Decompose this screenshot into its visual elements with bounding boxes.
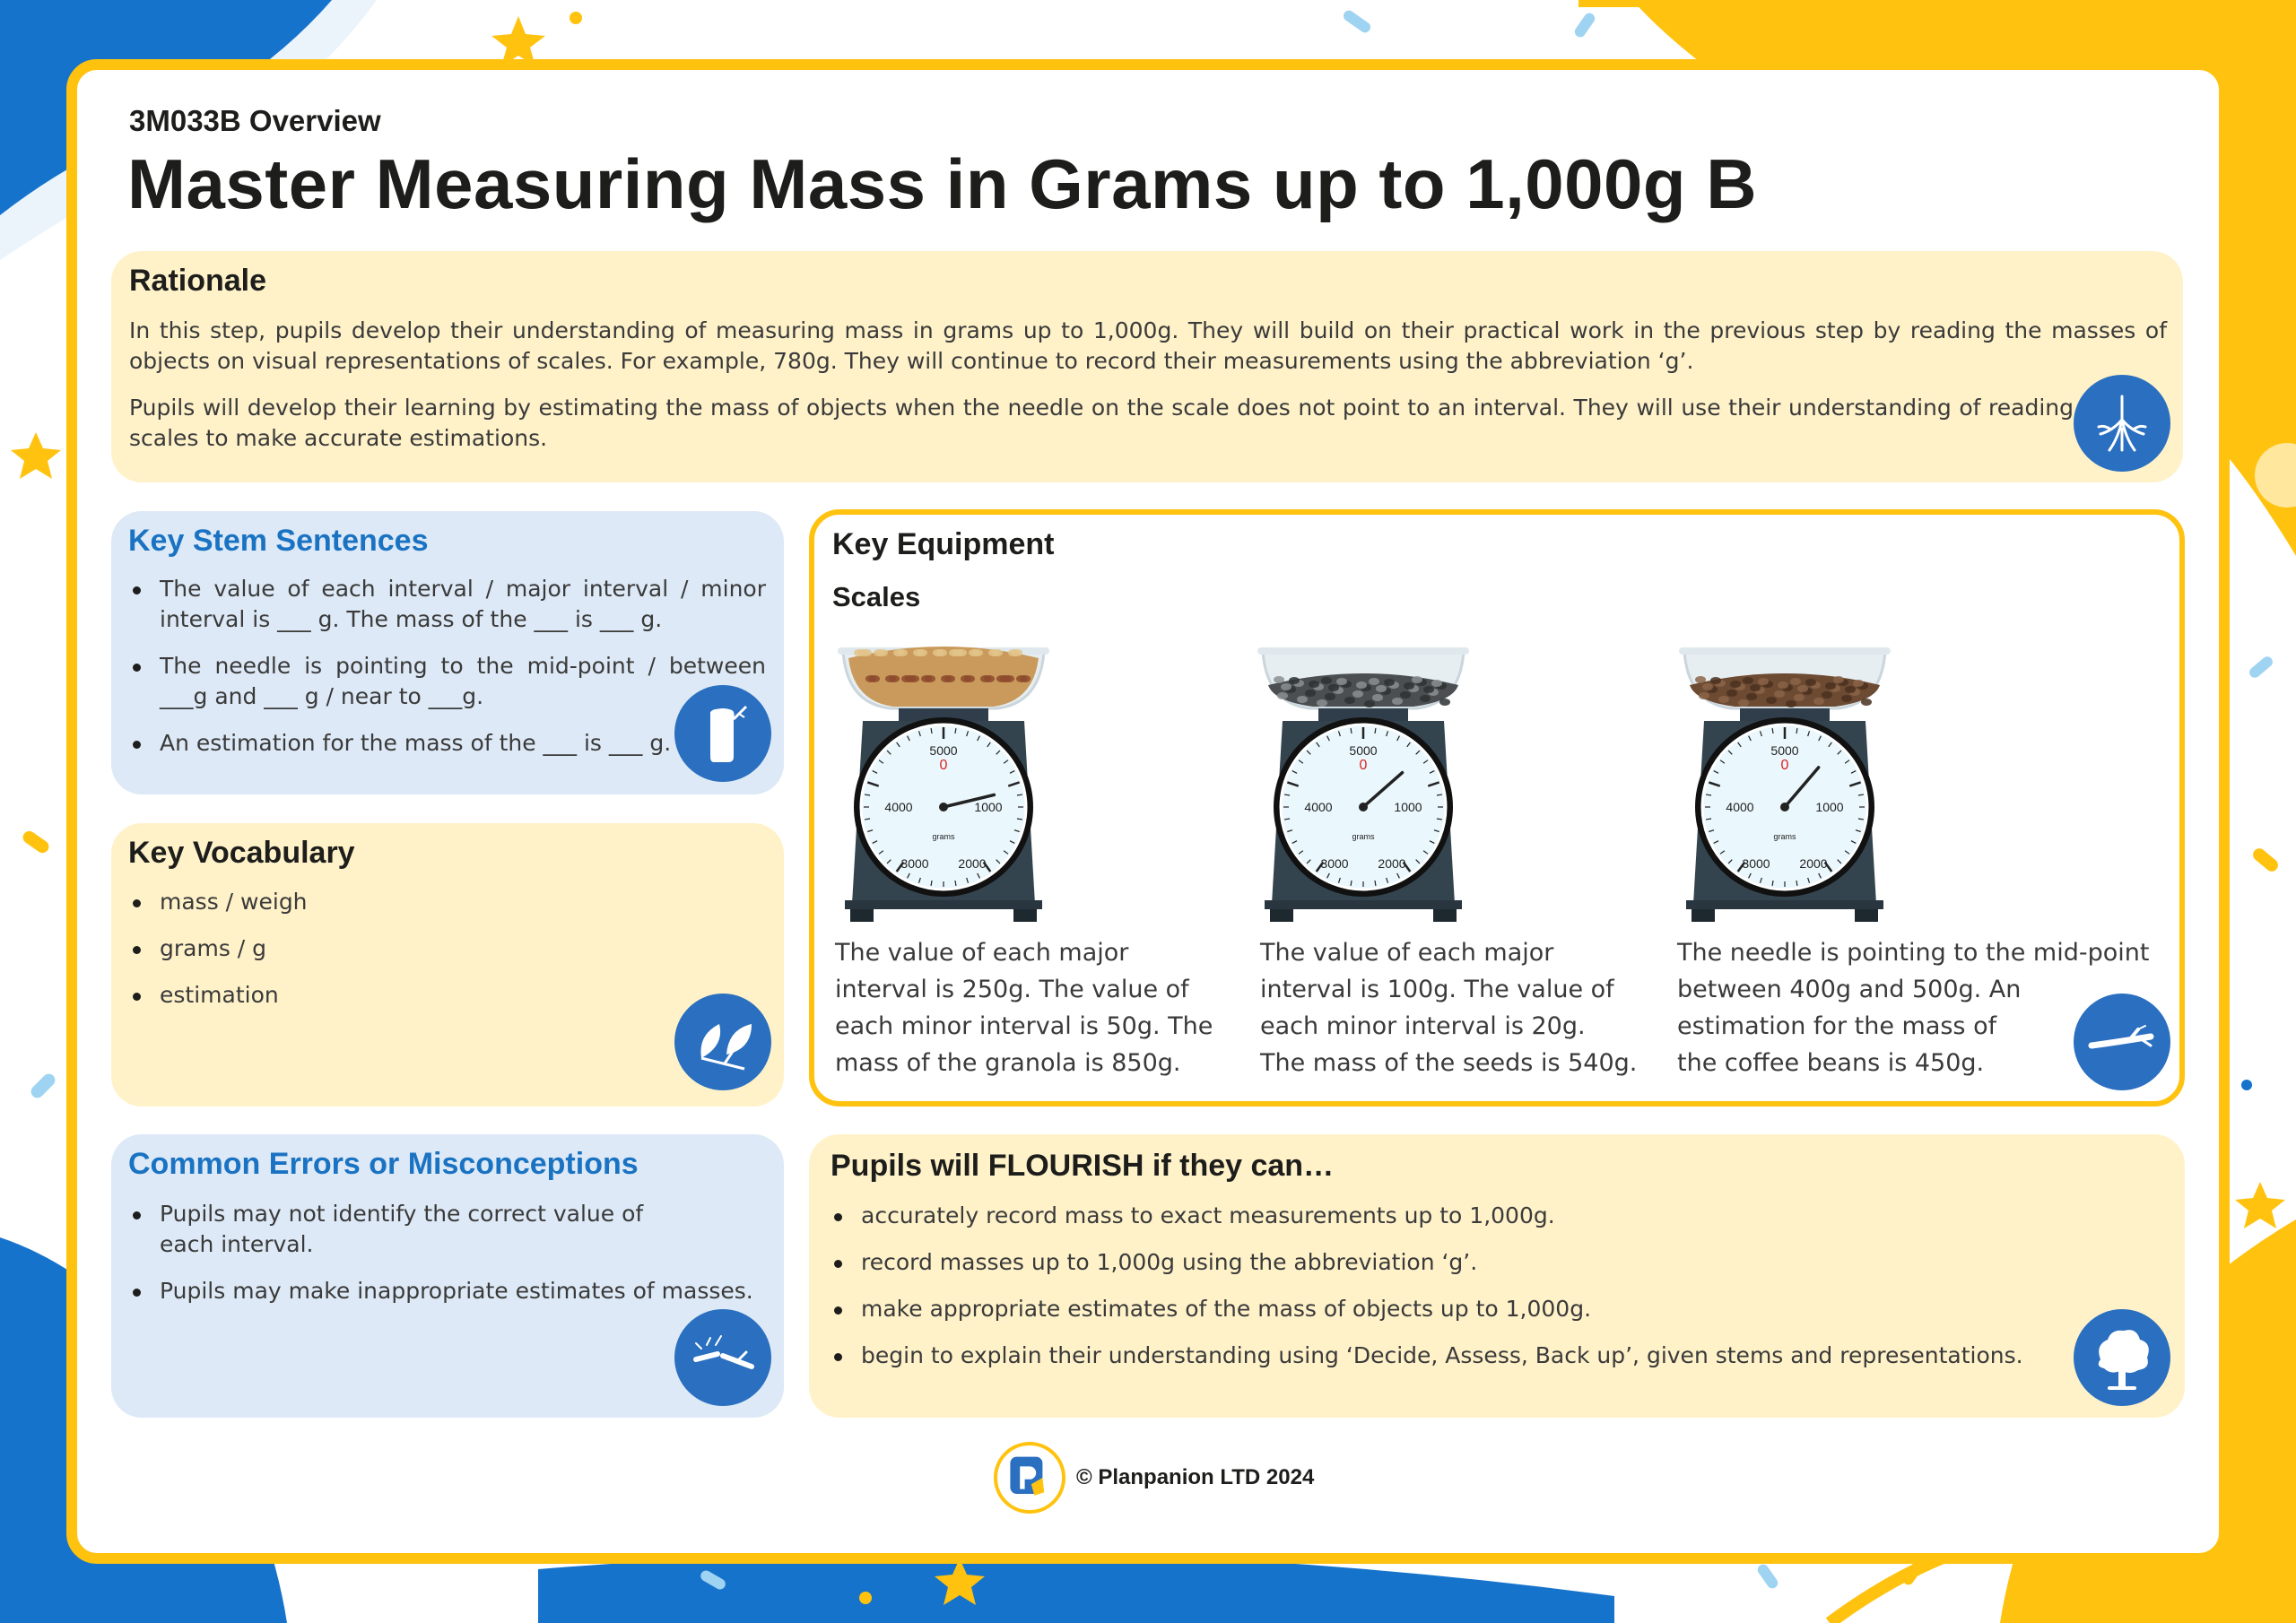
scale-dial-label: 4000 <box>1726 800 1754 814</box>
scale-contents-piece <box>1274 676 1284 683</box>
scale-foot <box>850 909 874 922</box>
scale-dial-label: 2000 <box>1799 856 1828 871</box>
errors-heading: Common Errors or Misconceptions <box>128 1147 639 1181</box>
flourish-list <box>831 1201 2068 1387</box>
equipment-subheading: Scales <box>832 581 921 612</box>
scale-contents-piece <box>897 649 908 656</box>
scale-contents-piece <box>1297 696 1308 703</box>
scale-caption-seeds: The value of each major interval is 100g. The value of each minor interval is 20g. The mass of the seeds is 540g. <box>1260 939 1638 1077</box>
kitchen-scale-seeds <box>1256 631 1471 932</box>
list-item: The value of each interval / major interval / minor interval is ___ g. The mass of the ___ is ___ g. <box>129 574 766 635</box>
list-item: grams / g <box>129 933 757 964</box>
scale-dial-label: 3000 <box>1320 856 1349 871</box>
list-item: Pupils may make inappropriate estimates of masses. <box>129 1276 775 1306</box>
scale-contents-piece <box>1420 695 1431 702</box>
scale-contents-piece <box>1400 691 1411 699</box>
scale-dial-unit: grams <box>1352 832 1375 841</box>
equipment-heading: Key Equipment <box>832 527 1055 561</box>
scale-contents-piece <box>1376 685 1387 692</box>
scale-contents-piece <box>964 675 975 682</box>
rationale-heading: Rationale <box>129 264 267 298</box>
scale-foot <box>1692 909 1715 922</box>
scale-contents-piece <box>1404 682 1414 690</box>
scale-contents-piece <box>1790 678 1801 685</box>
scale-base <box>845 900 1042 909</box>
scale-contents-piece <box>1702 683 1713 690</box>
scale-contents-piece <box>1841 695 1852 702</box>
scale-contents-piece <box>1352 690 1363 698</box>
scale-contents-piece <box>1774 690 1785 698</box>
scale-contents-piece <box>1710 677 1721 684</box>
scale-dial-label: 1000 <box>1394 800 1422 814</box>
vocabulary-heading: Key Vocabulary <box>128 836 355 870</box>
leaves-icon <box>674 994 771 1090</box>
scale-contents-piece <box>1833 676 1844 683</box>
scale-contents-piece <box>1012 649 1022 656</box>
scale-dial-label: 2000 <box>958 856 987 871</box>
scale-contents-piece <box>1861 699 1872 706</box>
scale-foot <box>1433 909 1457 922</box>
list-item: record masses up to 1,000g using the abbreviation ‘g’. <box>831 1247 2068 1278</box>
scale-contents-piece <box>984 675 995 682</box>
scale-dial-unit: grams <box>1773 832 1796 841</box>
scale-contents-piece <box>1718 696 1729 703</box>
scale-contents-piece <box>1431 680 1442 687</box>
scale-needle-pivot <box>939 803 948 812</box>
scale-dial-label: 4000 <box>1304 800 1333 814</box>
full-tree-icon <box>2074 1309 2170 1406</box>
scale-contents-piece <box>1439 699 1450 706</box>
scale-contents-piece <box>1004 675 1014 682</box>
scale-contents-piece <box>917 649 927 656</box>
scale-dial-label: 5000 <box>1349 743 1378 758</box>
scale-contents-piece <box>869 675 880 682</box>
scale-base <box>1265 900 1462 909</box>
scale-contents-piece <box>1372 694 1383 701</box>
stem-sentences-list <box>129 574 766 775</box>
scale-dial-label: 4000 <box>884 800 913 814</box>
scale-contents-piece <box>1423 686 1434 693</box>
scale-contents-piece <box>1369 678 1379 685</box>
list-item: Pupils may not identify the correct value of each interval. <box>129 1199 775 1260</box>
scale-bowl-rim <box>1257 647 1469 655</box>
scale-contents-piece <box>1309 681 1319 688</box>
list-item: make appropriate estimates of the mass of objects up to 1,000g. <box>831 1294 2068 1324</box>
scale-contents-piece <box>861 649 872 656</box>
scale-contents-piece <box>1778 681 1788 689</box>
scale-contents-piece <box>1020 675 1031 682</box>
scale-contents-piece <box>956 649 967 656</box>
scale-contents-piece <box>1392 698 1403 705</box>
scale-contents-piece <box>1317 699 1327 707</box>
broken-branch-icon <box>674 1309 771 1406</box>
stem-sentences-heading: Key Stem Sentences <box>128 524 429 558</box>
scale-dial-label: 3000 <box>1742 856 1770 871</box>
lesson-code: 3M033B Overview <box>129 104 381 137</box>
scale-foot <box>1013 909 1037 922</box>
scale-needle-pivot <box>1780 803 1789 812</box>
scale-contents-piece <box>1328 684 1339 691</box>
scale-base <box>1686 900 1883 909</box>
scale-drawing <box>836 631 1051 927</box>
vocabulary-list <box>129 887 757 1027</box>
page-title: Master Measuring Mass in Grams up to 1,000g B <box>127 144 1758 223</box>
scale-dial-label: 2000 <box>1378 856 1406 871</box>
scale-contents-piece <box>992 649 1003 656</box>
scale-dial-label: 5000 <box>1770 743 1799 758</box>
scale-caption-coffee-beans: The needle is pointing to the mid-point between 400g and 500g. An estimation for the mass of the coffee beans is 450g. <box>1677 939 2150 1077</box>
tree-trunk-icon <box>674 685 771 782</box>
planpanion-logo <box>994 1442 1065 1514</box>
scale-contents-piece <box>1726 690 1737 697</box>
roots-icon <box>2074 375 2170 472</box>
scale-contents-piece <box>925 675 935 682</box>
scale-needle-pivot <box>1359 803 1368 812</box>
scale-contents-piece <box>1845 686 1856 693</box>
scale-contents-piece <box>1750 684 1761 691</box>
scale-dial-label: 1000 <box>1815 800 1844 814</box>
scale-contents-piece <box>1289 677 1300 684</box>
scale-contents-piece <box>1786 700 1796 707</box>
list-item: begin to explain their understanding using ‘Decide, Assess, Back up’, given stems and representations. <box>831 1341 2068 1371</box>
scale-drawing <box>1256 631 1471 927</box>
scale-drawing <box>1677 631 1892 927</box>
scale-contents-piece <box>1797 685 1808 692</box>
scale-contents-piece <box>1412 676 1422 683</box>
scale-contents-piece <box>1277 692 1288 699</box>
scale-contents-piece <box>1384 679 1395 686</box>
branch-icon <box>2074 994 2170 1090</box>
list-item: An estimation for the mass of the ___ is ___ g. <box>129 728 766 759</box>
scale-contents-piece <box>1325 693 1335 700</box>
errors-list <box>129 1199 775 1323</box>
scale-contents-piece <box>1730 681 1741 688</box>
scale-dial-label: 3000 <box>900 856 929 871</box>
scale-contents-piece <box>909 675 919 682</box>
scale-caption-granola: The value of each major interval is 250g. The value of each minor interval is 50g. The mass of the granola is 850g. <box>835 939 1213 1077</box>
scale-contents-piece <box>1305 690 1316 697</box>
scale-contents-piece <box>1738 699 1749 707</box>
scale-contents-piece <box>1805 679 1816 686</box>
scale-contents-piece <box>1699 692 1709 699</box>
scale-contents-piece <box>1281 683 1292 690</box>
scale-contents-piece <box>972 649 983 656</box>
rationale-paragraph-2: Pupils will develop their learning by estimating the mass of objects when the needle on the scale does not point to an interval. They will use their understanding of reading scales to make accurate estimations. <box>129 395 2074 451</box>
list-item: accurately record mass to exact measurements up to 1,000g. <box>831 1201 2068 1231</box>
scale-contents-piece <box>1743 677 1753 684</box>
list-item: mass / weigh <box>129 887 757 917</box>
scale-contents-piece <box>1321 677 1332 684</box>
scale-contents-piece <box>1853 680 1864 687</box>
scale-contents-piece <box>1822 691 1832 699</box>
scale-dial-label: 1000 <box>974 800 1003 814</box>
scale-contents-piece <box>1695 676 1706 683</box>
scale-dial-zero: 0 <box>1780 758 1789 773</box>
scale-dial-label: 5000 <box>929 743 958 758</box>
scale-dial-zero: 0 <box>1359 758 1368 773</box>
copyright-text: © Planpanion LTD 2024 <box>1076 1465 1315 1489</box>
list-item: estimation <box>129 980 757 1011</box>
scale-contents-piece <box>877 649 888 656</box>
scale-dial-zero: 0 <box>939 758 948 773</box>
kitchen-scale-granola <box>836 631 1051 932</box>
scale-contents-piece <box>1356 681 1367 689</box>
kitchen-scale-coffee-beans <box>1677 631 1892 932</box>
scale-contents-piece <box>1344 697 1355 704</box>
list-item: The needle is pointing to the mid-point / between ___g and ___ g / near to ___g. <box>129 651 766 712</box>
scale-contents-piece <box>889 675 900 682</box>
flourish-heading: Pupils will FLOURISH if they can… <box>831 1149 1335 1183</box>
scale-contents-piece <box>1758 678 1769 685</box>
scale-contents-piece <box>1794 694 1805 701</box>
scale-contents-piece <box>1766 697 1777 704</box>
scale-dial-unit: grams <box>932 832 955 841</box>
scale-contents-piece <box>1825 682 1836 690</box>
scale-contents-piece <box>1746 693 1757 700</box>
scale-bowl-rim <box>1679 647 1891 655</box>
scale-contents-piece <box>936 649 947 656</box>
rationale-paragraph-1: In this step, pupils develop their understanding of measuring mass in grams up to 1,000g. They will build on their practical work in the previous step by reading the masses of objects on visual representations of scales. For example, 780g. They will continue to record their measurements using the abbreviation ‘g’. <box>129 317 2167 374</box>
scale-contents-piece <box>1364 700 1375 707</box>
scale-contents-piece <box>1813 698 1824 705</box>
scale-contents-piece <box>944 675 955 682</box>
scale-contents-piece <box>1336 678 1347 685</box>
scale-foot <box>1855 909 1878 922</box>
scale-foot <box>1270 909 1293 922</box>
